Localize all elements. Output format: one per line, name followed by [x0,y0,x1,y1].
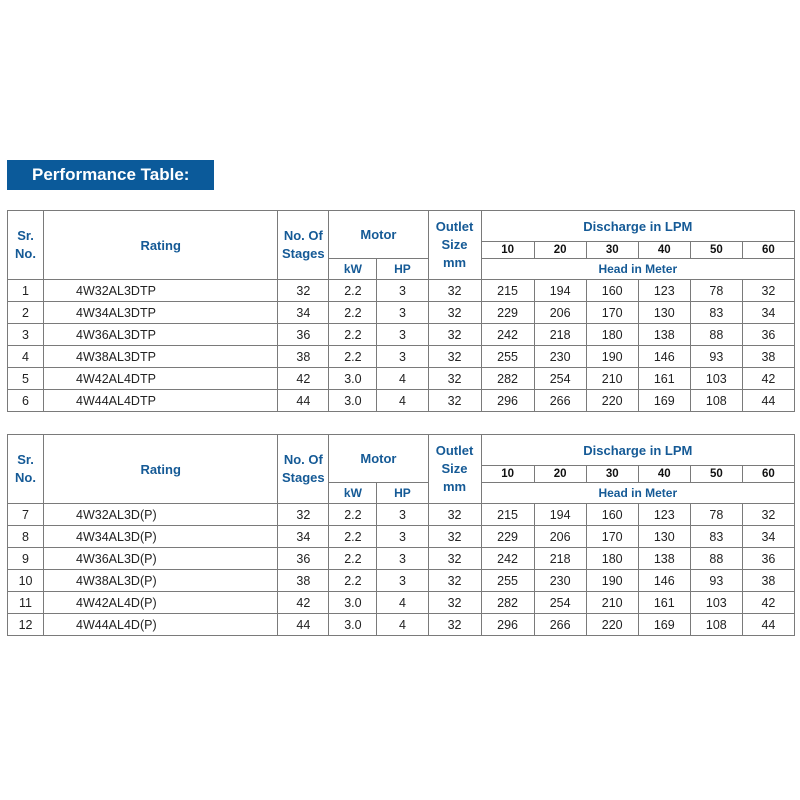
head-header: Head in Meter [481,483,794,504]
head-cell: 218 [534,324,586,346]
head-cell: 242 [481,548,534,570]
head-cell: 169 [638,614,690,636]
rating-cell: 4W32AL3DTP [44,280,278,302]
lpm-20-header: 20 [534,242,586,259]
outlet-cell: 32 [428,614,481,636]
head-cell: 206 [534,302,586,324]
head-cell: 88 [690,548,742,570]
head-cell: 44 [742,390,794,412]
rating-cell: 4W38AL3D(P) [44,570,278,592]
sr-no-cell: 2 [8,302,44,324]
table-row [8,614,795,636]
head-cell: 170 [586,526,638,548]
head-cell: 123 [638,504,690,526]
stages-cell: 42 [278,368,329,390]
head-cell: 229 [481,526,534,548]
table-header [8,211,795,280]
kw-cell: 2.2 [329,324,377,346]
hp-cell: 3 [377,346,428,368]
rating-cell: 4W32AL3D(P) [44,504,278,526]
stages-cell: 34 [278,526,329,548]
rating-cell: 4W42AL4D(P) [44,592,278,614]
kw-header: kW [329,259,377,280]
outlet-cell: 32 [428,324,481,346]
hp-cell: 3 [377,548,428,570]
head-cell: 206 [534,526,586,548]
stages-cell: 38 [278,570,329,592]
head-cell: 220 [586,614,638,636]
performance-table-2 [7,434,795,636]
kw-cell: 2.2 [329,504,377,526]
head-cell: 180 [586,324,638,346]
stages-cell: 42 [278,592,329,614]
head-cell: 36 [742,548,794,570]
sr-no-cell: 11 [8,592,44,614]
rating-cell: 4W36AL3D(P) [44,548,278,570]
table-row [8,280,795,302]
head-cell: 34 [742,302,794,324]
outlet-cell: 32 [428,526,481,548]
rating-cell: 4W38AL3DTP [44,346,278,368]
sr-no-cell: 8 [8,526,44,548]
sr-no-cell: 9 [8,548,44,570]
hp-cell: 4 [377,390,428,412]
lpm-60-header: 60 [742,466,794,483]
table-row [8,592,795,614]
sr-no-cell: 3 [8,324,44,346]
head-cell: 42 [742,592,794,614]
kw-cell: 2.2 [329,346,377,368]
kw-cell: 2.2 [329,548,377,570]
sr-no-cell: 5 [8,368,44,390]
head-cell: 108 [690,390,742,412]
hp-cell: 3 [377,504,428,526]
head-cell: 229 [481,302,534,324]
motor-header: Motor [329,435,428,483]
lpm-50-header: 50 [690,242,742,259]
table-row [8,390,795,412]
sr-no-cell: 1 [8,280,44,302]
head-cell: 44 [742,614,794,636]
hp-cell: 4 [377,614,428,636]
kw-cell: 3.0 [329,368,377,390]
outlet-cell: 32 [428,368,481,390]
stages-header: No. Of Stages [278,211,329,280]
head-cell: 83 [690,526,742,548]
head-cell: 93 [690,570,742,592]
head-cell: 282 [481,592,534,614]
rating-cell: 4W44AL4DTP [44,390,278,412]
stages-cell: 36 [278,324,329,346]
head-cell: 210 [586,368,638,390]
kw-cell: 2.2 [329,526,377,548]
head-cell: 160 [586,504,638,526]
head-cell: 32 [742,280,794,302]
lpm-50-header: 50 [690,466,742,483]
rating-cell: 4W42AL4DTP [44,368,278,390]
head-cell: 194 [534,280,586,302]
kw-cell: 2.2 [329,280,377,302]
stages-cell: 32 [278,504,329,526]
outlet-cell: 32 [428,346,481,368]
head-cell: 210 [586,592,638,614]
hp-cell: 3 [377,526,428,548]
table-row [8,368,795,390]
kw-cell: 3.0 [329,390,377,412]
head-cell: 93 [690,346,742,368]
head-cell: 230 [534,346,586,368]
stages-cell: 34 [278,302,329,324]
table-row [8,302,795,324]
stages-cell: 38 [278,346,329,368]
head-cell: 215 [481,280,534,302]
head-cell: 146 [638,570,690,592]
head-cell: 218 [534,548,586,570]
stages-header: No. Of Stages [278,435,329,504]
hp-cell: 3 [377,324,428,346]
rating-header: Rating [44,435,278,504]
rating-cell: 4W34AL3DTP [44,302,278,324]
rating-cell: 4W44AL4D(P) [44,614,278,636]
sr-no-cell: 12 [8,614,44,636]
lpm-60-header: 60 [742,242,794,259]
outlet-cell: 32 [428,592,481,614]
head-cell: 130 [638,302,690,324]
head-cell: 266 [534,614,586,636]
head-cell: 242 [481,324,534,346]
kw-cell: 3.0 [329,614,377,636]
outlet-cell: 32 [428,302,481,324]
table-body [8,280,795,412]
lpm-30-header: 30 [586,242,638,259]
head-cell: 254 [534,368,586,390]
lpm-30-header: 30 [586,466,638,483]
head-cell: 38 [742,570,794,592]
table-row [8,504,795,526]
head-cell: 34 [742,526,794,548]
sr-no-cell: 10 [8,570,44,592]
lpm-10-header: 10 [481,242,534,259]
head-cell: 230 [534,570,586,592]
head-cell: 254 [534,592,586,614]
lpm-40-header: 40 [638,242,690,259]
rating-header: Rating [44,211,278,280]
head-cell: 36 [742,324,794,346]
head-cell: 255 [481,346,534,368]
head-cell: 220 [586,390,638,412]
head-cell: 194 [534,504,586,526]
outlet-header: Outlet Size mm [428,211,481,280]
discharge-header: Discharge in LPM [481,211,794,242]
head-cell: 161 [638,368,690,390]
outlet-cell: 32 [428,390,481,412]
outlet-header: Outlet Size mm [428,435,481,504]
head-cell: 215 [481,504,534,526]
head-cell: 138 [638,324,690,346]
lpm-40-header: 40 [638,466,690,483]
hp-header: HP [377,259,428,280]
table-row [8,346,795,368]
table-row [8,548,795,570]
kw-cell: 2.2 [329,570,377,592]
sr-no-header: Sr. No. [8,435,44,504]
head-cell: 146 [638,346,690,368]
hp-cell: 3 [377,280,428,302]
outlet-cell: 32 [428,548,481,570]
sr-no-cell: 7 [8,504,44,526]
head-cell: 282 [481,368,534,390]
head-cell: 255 [481,570,534,592]
head-cell: 103 [690,592,742,614]
stages-cell: 44 [278,614,329,636]
head-cell: 180 [586,548,638,570]
discharge-header: Discharge in LPM [481,435,794,466]
lpm-10-header: 10 [481,466,534,483]
kw-cell: 3.0 [329,592,377,614]
sr-no-cell: 6 [8,390,44,412]
table-body [8,504,795,636]
outlet-cell: 32 [428,570,481,592]
head-cell: 296 [481,390,534,412]
head-cell: 130 [638,526,690,548]
motor-header: Motor [329,211,428,259]
head-cell: 296 [481,614,534,636]
stages-cell: 32 [278,280,329,302]
lpm-20-header: 20 [534,466,586,483]
head-cell: 42 [742,368,794,390]
head-cell: 123 [638,280,690,302]
kw-cell: 2.2 [329,302,377,324]
performance-table-1 [7,210,795,412]
kw-header: kW [329,483,377,504]
head-cell: 38 [742,346,794,368]
head-cell: 88 [690,324,742,346]
table-row [8,324,795,346]
head-cell: 78 [690,280,742,302]
head-cell: 83 [690,302,742,324]
head-cell: 138 [638,548,690,570]
head-header: Head in Meter [481,259,794,280]
stages-cell: 44 [278,390,329,412]
sr-no-header: Sr. No. [8,211,44,280]
head-cell: 169 [638,390,690,412]
head-cell: 170 [586,302,638,324]
hp-cell: 3 [377,570,428,592]
head-cell: 32 [742,504,794,526]
stages-cell: 36 [278,548,329,570]
rating-cell: 4W36AL3DTP [44,324,278,346]
head-cell: 190 [586,570,638,592]
head-cell: 160 [586,280,638,302]
head-cell: 103 [690,368,742,390]
sr-no-cell: 4 [8,346,44,368]
head-cell: 266 [534,390,586,412]
head-cell: 108 [690,614,742,636]
outlet-cell: 32 [428,280,481,302]
performance-table-banner: Performance Table: [7,160,214,190]
head-cell: 78 [690,504,742,526]
hp-cell: 4 [377,592,428,614]
hp-header: HP [377,483,428,504]
head-cell: 190 [586,346,638,368]
table-row [8,570,795,592]
outlet-cell: 32 [428,504,481,526]
table-row [8,526,795,548]
head-cell: 161 [638,592,690,614]
rating-cell: 4W34AL3D(P) [44,526,278,548]
table-header [8,435,795,504]
hp-cell: 3 [377,302,428,324]
hp-cell: 4 [377,368,428,390]
